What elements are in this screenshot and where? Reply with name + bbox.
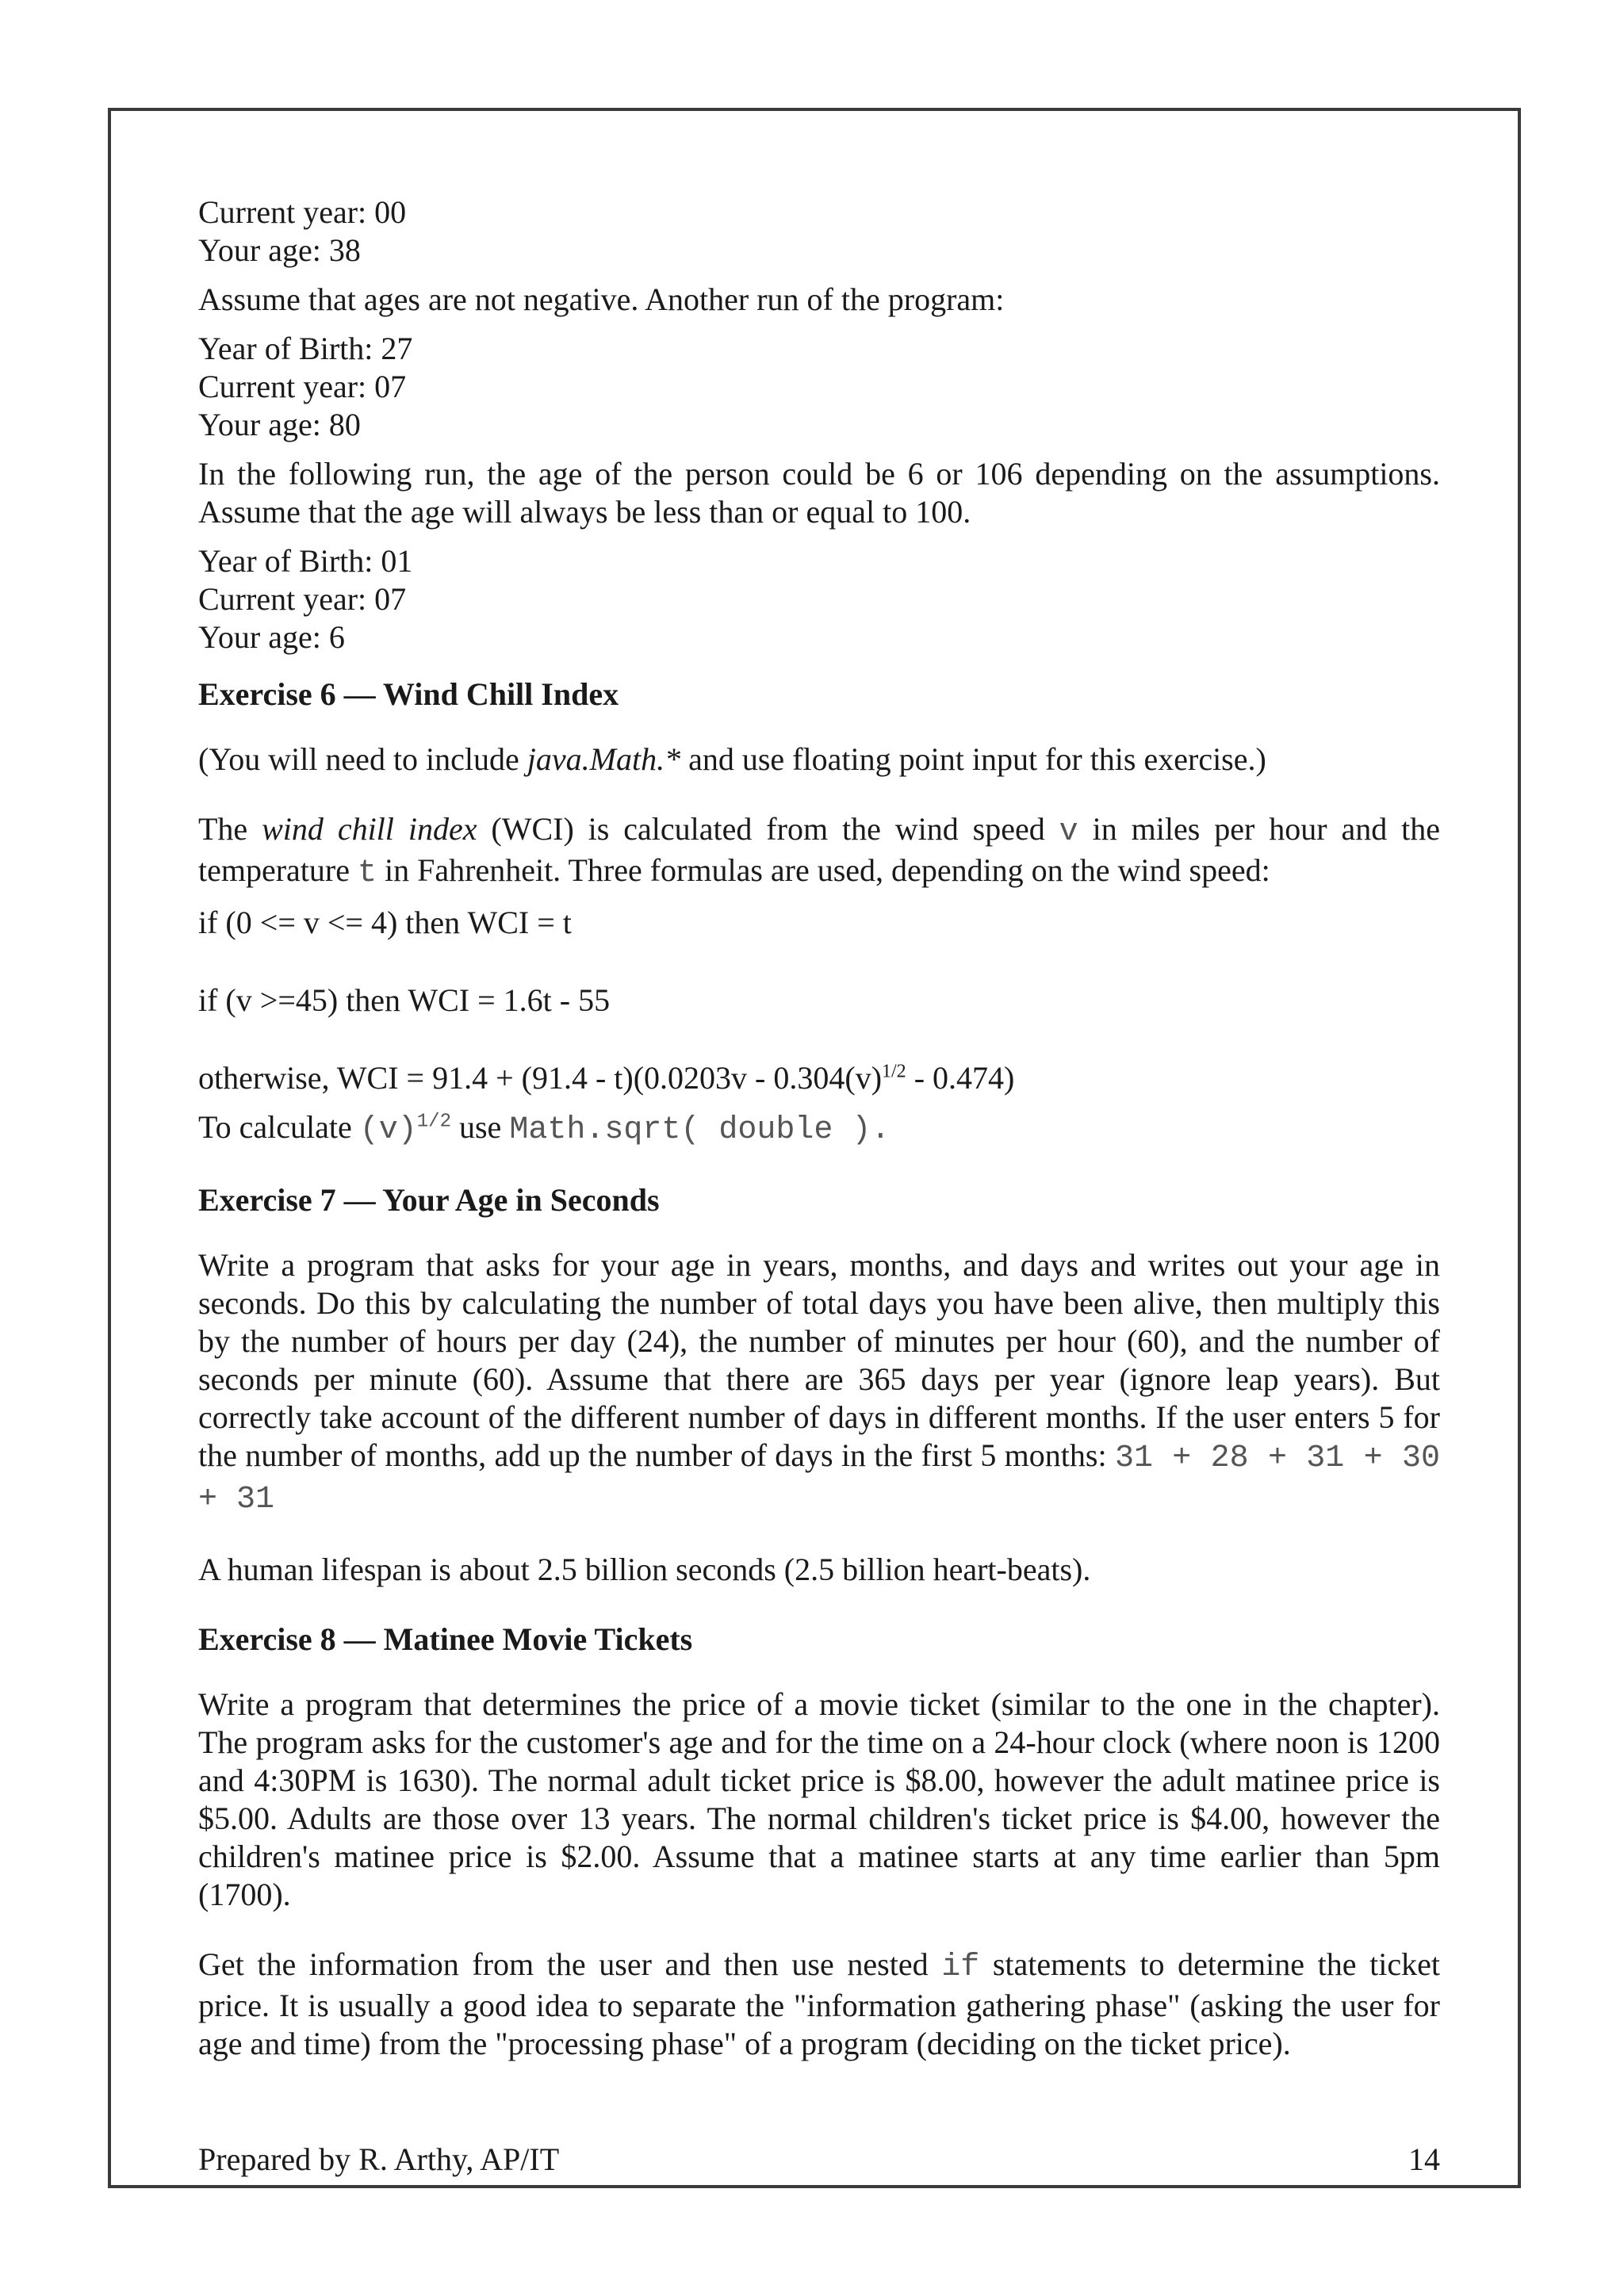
exercise-6-note: (You will need to include java.Math.* and use floating point input for this exercise.) (198, 741, 1266, 777)
sample-run-1 (198, 193, 1440, 270)
formula-otherwise: otherwise, WCI = $91.4 + (91.4 - t)(0.0203v - 0.304(v)^{1/2} - 0.474)$ (198, 1060, 1015, 1096)
your-age-line: Your age: 38 (198, 232, 361, 268)
sample-run-3 (198, 542, 1440, 656)
exercise-7-heading: Exercise 7 — Your Age in Seconds (198, 1182, 660, 1218)
following-run-text: In the following run, the age of the person could be 6 or 106 depending on the assumptions. Assume that the age will always be less than or equal to 100. (198, 456, 1440, 530)
current-year-line: Current year: 00 (198, 194, 407, 230)
year-of-birth-line: Year of Birth: 01 (198, 543, 413, 579)
year-of-birth-line: Year of Birth: 27 (198, 331, 413, 366)
formula-high-wind: if (v >=45) then WCI = 1.6t - 55 (198, 982, 611, 1018)
sample-run-2 (198, 330, 1440, 444)
lifespan-text: A human lifespan is about 2.5 billion seconds (2.5 billion heart-beats). (198, 1552, 1091, 1587)
your-age-line: Your age: 80 (198, 407, 361, 442)
prepared-by-text: Prepared by R. Arthy, AP/IT (198, 2141, 560, 2177)
exercise-8-body-1: Write a program that determines the price of a movie ticket (similar to the one in the chapter). The program asks for the customer's age and for the time on a 24-hour clock (where noon is 1200 and 4:30PM is 1630). The normal adult ticket price is $8.00, however the adult matinee price is $5.00. Adults are those over 13 years. The normal children's ticket price is $4.00, however the children's matinee price is $2.00. Assume that a matinee starts at any time earlier than 5pm (1700). (198, 1686, 1440, 1912)
exercise-7-body: Write a program that asks for your age in years, months, and days and writes out your age in seconds. Do this by calculating the number of total days you have been alive, then multiply this by the number of hours per day (24), the number of minutes per hour (60), and the number of seconds per minute (60). Assume that there are 365 days per year (ignore leap years). But correctly take account of the different number of days in different months. If the user enters 5 for the number of months, add up the number of days in the first 5 months: 31 + 28 + 31 + 30 + 31 (198, 1247, 1440, 1517)
exercise-8-heading: Exercise 8 — Matinee Movie Tickets (198, 1621, 693, 1657)
formula-calm: if (0 <= v <= 4) then WCI = t (198, 905, 572, 940)
sqrt-hint: To calculate $(v)^{1/2}$ use Math.sqrt( double ). (198, 1109, 891, 1148)
current-year-line: Current year: 07 (198, 581, 407, 617)
page-content (198, 193, 1440, 2074)
exercise-6-heading: Exercise 6 — Wind Chill Index (198, 676, 619, 712)
your-age-line: Your age: 6 (198, 619, 345, 655)
exercise-6-intro: The wind chill index (WCI) is calculated from the wind speed v in miles per hour and the temperature t in Fahrenheit. Three formulas are used, depending on the wind speed: (198, 811, 1440, 891)
assume-nonnegative-text: Assume that ages are not negative. Another run of the program: (198, 281, 1005, 317)
page-number: 14 (1408, 2141, 1440, 2177)
current-year-line: Current year: 07 (198, 369, 407, 404)
exercise-8-body-2: Get the information from the user and then use nested if statements to determine the ticket price. It is usually a good idea to separate the "information gathering phase" (asking the user for age and time) from the "processing phase" of a program (deciding on the ticket price). (198, 1946, 1440, 2061)
